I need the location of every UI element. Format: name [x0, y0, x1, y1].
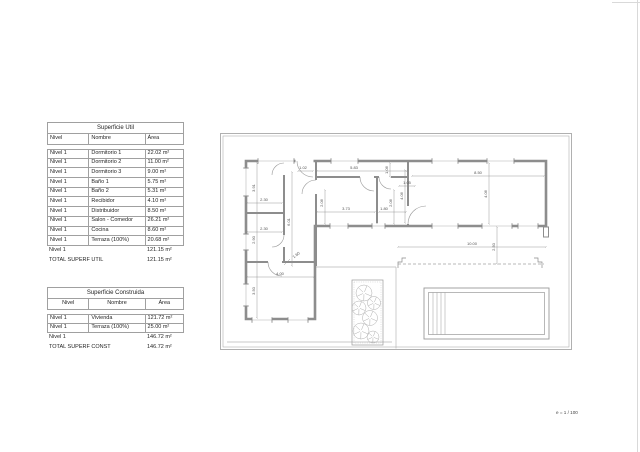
table-cell: Nivel 1	[50, 168, 67, 175]
door-arc	[379, 177, 391, 189]
dimension-label: 2.50	[491, 243, 496, 251]
subtotal-nivel: Nivel 1	[49, 334, 66, 341]
dimension-label: 6.01	[286, 218, 291, 226]
dimension-label: 10.00	[466, 241, 478, 246]
table-cell: Terraza (100%)	[88, 324, 144, 333]
tree-icons	[352, 285, 381, 343]
total-area: 146.72 m²	[147, 344, 172, 351]
dimension-label: 4.00	[276, 271, 284, 276]
table-cell: 20.68 m²	[145, 236, 183, 245]
total-label: TOTAL SUPERF UTIL	[49, 256, 104, 263]
door-arc	[272, 235, 284, 247]
door-arc	[408, 206, 426, 224]
total-label: TOTAL SUPERF CONST	[49, 344, 111, 351]
table-cell: Nivel 1	[50, 315, 67, 322]
terrace-step-icon	[398, 258, 406, 268]
door-arc	[272, 163, 284, 175]
table-cell: Nivel 1	[50, 159, 67, 166]
dimension-label: 4.06	[399, 192, 404, 200]
pool-steps	[433, 293, 445, 335]
dimension-label: 1.80	[380, 206, 388, 211]
dimension-label: 2.30	[260, 197, 268, 202]
column-header-nombre: Nombre	[88, 134, 144, 144]
table-cell: 8.50 m²	[145, 207, 183, 216]
planter	[352, 280, 383, 345]
table-cell: Recibidor	[88, 197, 144, 206]
dimension-label: 1.02	[299, 165, 307, 170]
table-title: Superficie Construida	[47, 287, 184, 299]
table-cell: Salon - Comedor	[88, 217, 144, 226]
table-cell: Baño 2	[88, 188, 144, 197]
terrace-step-icon	[534, 258, 542, 268]
dimension-label: 2.06	[388, 199, 393, 207]
page-edge	[612, 2, 640, 3]
dimension-label: 8.50	[474, 170, 482, 175]
table-cell: Dormitorio 2	[88, 159, 144, 168]
entry-door-gap	[296, 158, 314, 163]
table-cell: Cocina	[88, 227, 144, 236]
windows	[243, 158, 538, 322]
dimension-label: 2.06	[319, 199, 324, 207]
paving-lines	[227, 258, 544, 349]
table-cell: 8.60 m²	[145, 227, 183, 236]
column-header-area: Área	[145, 134, 183, 144]
table-cell: Nivel 1	[50, 198, 67, 205]
table-cell: 5.31 m²	[145, 188, 183, 197]
table-cell: Nivel 1	[50, 236, 67, 243]
wall-pillar	[544, 227, 549, 237]
table-cell: 121.72 m²	[145, 315, 183, 323]
table-cell: Baño 1	[88, 178, 144, 187]
column-header-nombre: Nombre	[88, 299, 144, 309]
table-cell: 5.75 m²	[145, 178, 183, 187]
dimension-label: 1.60	[291, 250, 301, 260]
dimension-label: 3.91	[251, 184, 256, 192]
table-cell: Nivel 1	[50, 150, 67, 157]
dimension-label: 5.83	[350, 165, 358, 170]
column-header-nivel: Nivel	[62, 300, 75, 307]
table-cell: Nivel 1	[50, 217, 67, 224]
dimension-label: 1.05	[403, 180, 411, 185]
column-header-area: Área	[145, 299, 183, 309]
table-cell: 11.00 m²	[145, 159, 183, 168]
total-area: 121.15 m²	[147, 256, 172, 263]
table-cell: 22.02 m²	[145, 150, 183, 158]
table-cell: Distribuidor	[88, 207, 144, 216]
dimension-label: 3.50	[251, 287, 256, 295]
dimension-label: 4.06	[483, 190, 488, 198]
table-title: Superficie Util	[47, 122, 184, 134]
table-cell: 9.00 m²	[145, 168, 183, 177]
swimming-pool	[424, 288, 549, 339]
table-cell: Vivienda	[88, 315, 144, 323]
scale-note: e = 1 / 100	[556, 410, 578, 415]
table-cell: Terraza (100%)	[88, 236, 144, 245]
subtotal-area: 121.15 m²	[147, 246, 172, 253]
dimension-labels	[251, 165, 496, 295]
subtotal-area: 146.72 m²	[147, 334, 172, 341]
table-cell: Nivel 1	[50, 188, 67, 195]
house-walls	[246, 161, 549, 319]
dimension-lines	[247, 163, 546, 318]
door-arc	[302, 180, 316, 194]
table-cell: 26.21 m²	[145, 217, 183, 226]
door-arc	[360, 177, 374, 191]
table-cell: Nivel 1	[50, 178, 67, 185]
column-header-nivel: Nivel	[50, 135, 63, 142]
table-cell: Nivel 1	[50, 227, 67, 234]
dimension-label: 1.06	[384, 166, 389, 174]
table-cell: Dormitorio 3	[88, 168, 144, 177]
page-edge	[637, 0, 638, 452]
table-cell: Nivel 1	[50, 324, 67, 331]
table-cell: 4.10 m²	[145, 197, 183, 206]
dimension-label: 2.90	[251, 236, 256, 244]
dimension-label: 2.30	[260, 226, 268, 231]
subtotal-nivel: Nivel 1	[49, 246, 66, 253]
table-cell: Dormitorio 1	[88, 150, 144, 158]
table-cell: 25.00 m²	[145, 324, 183, 333]
dimension-label: 3.73	[342, 206, 350, 211]
table-cell: Nivel 1	[50, 207, 67, 214]
